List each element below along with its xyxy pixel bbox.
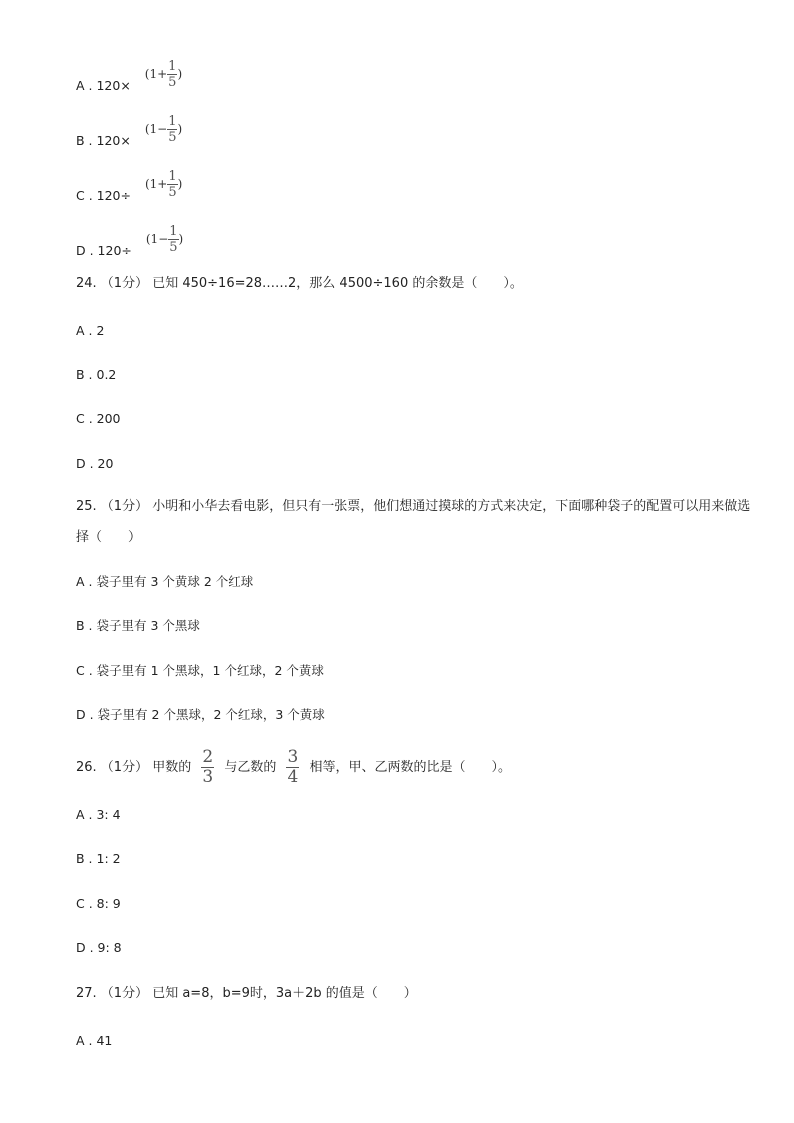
fraction: $\frac{1}{5}$ <box>168 169 177 200</box>
q24-option-d[interactable]: D . 20 <box>76 456 114 471</box>
q25-stem: 25. （1分） 小明和小华去看电影，但只有一张票，他们想通过摸球的方式来决定，下面哪种袋子的配置可以用来做选择（ ） <box>76 499 751 545</box>
fraction-expression: (1− $\frac{1}{5}$ ) <box>144 114 183 145</box>
option-label: A . 120× <box>76 78 131 93</box>
q23-option-a[interactable] <box>76 59 183 101</box>
fraction: $\frac{1}{5}$ <box>169 224 178 255</box>
q25-option-b[interactable]: B . 袋子里有 3 个黑球 <box>76 618 200 633</box>
q26-option-c[interactable]: C . 8: 9 <box>76 896 121 911</box>
q26-stem: 26. （1分） 甲数的 $\frac{2}{3}$ 与乙数的 $\frac{3}{4}$ 相等，甲、乙两数的比是（ ）。 <box>76 747 511 787</box>
fraction: $\frac{1}{5}$ <box>168 59 177 90</box>
q26-option-b[interactable]: B . 1: 2 <box>76 851 121 866</box>
q23-option-d[interactable] <box>76 224 184 266</box>
q26-option-a[interactable]: A . 3: 4 <box>76 807 121 822</box>
fraction-expression: (1+ $\frac{1}{5}$ ) <box>144 169 183 200</box>
fraction-expression: (1− $\frac{1}{5}$ ) <box>145 224 184 255</box>
q24-option-c[interactable]: C . 200 <box>76 411 121 426</box>
q27-stem: 27. （1分） 已知 a=8，b=9时，3a＋2b 的值是（ ） <box>76 986 417 1001</box>
q26-option-d[interactable]: D . 9: 8 <box>76 940 122 955</box>
option-label: D . 120÷ <box>76 243 132 258</box>
fraction-three-quarters: $\frac{3}{4}$ <box>287 747 299 787</box>
q25-option-a[interactable]: A . 袋子里有 3 个黄球 2 个红球 <box>76 574 254 589</box>
q24-option-a[interactable]: A . 2 <box>76 323 105 338</box>
option-label: B . 120× <box>76 133 131 148</box>
q24-option-b[interactable]: B . 0.2 <box>76 367 117 382</box>
fraction: $\frac{1}{5}$ <box>168 114 177 145</box>
q25-option-d[interactable]: D . 袋子里有 2 个黑球，2 个红球，3 个黄球 <box>76 707 325 722</box>
fraction-two-thirds: $\frac{2}{3}$ <box>202 747 214 787</box>
q23-option-b[interactable] <box>76 114 183 156</box>
q23-option-c[interactable] <box>76 169 183 211</box>
fraction-expression: (1+ $\frac{1}{5}$ ) <box>144 59 183 90</box>
q27-option-a[interactable]: A . 41 <box>76 1033 113 1048</box>
option-label: C . 120÷ <box>76 188 131 203</box>
q25-option-c[interactable]: C . 袋子里有 1 个黑球，1 个红球，2 个黄球 <box>76 663 324 678</box>
q24-stem: 24. （1分） 已知 450÷16=28……2，那么 4500÷160 的余数是（ ）。 <box>76 276 523 291</box>
